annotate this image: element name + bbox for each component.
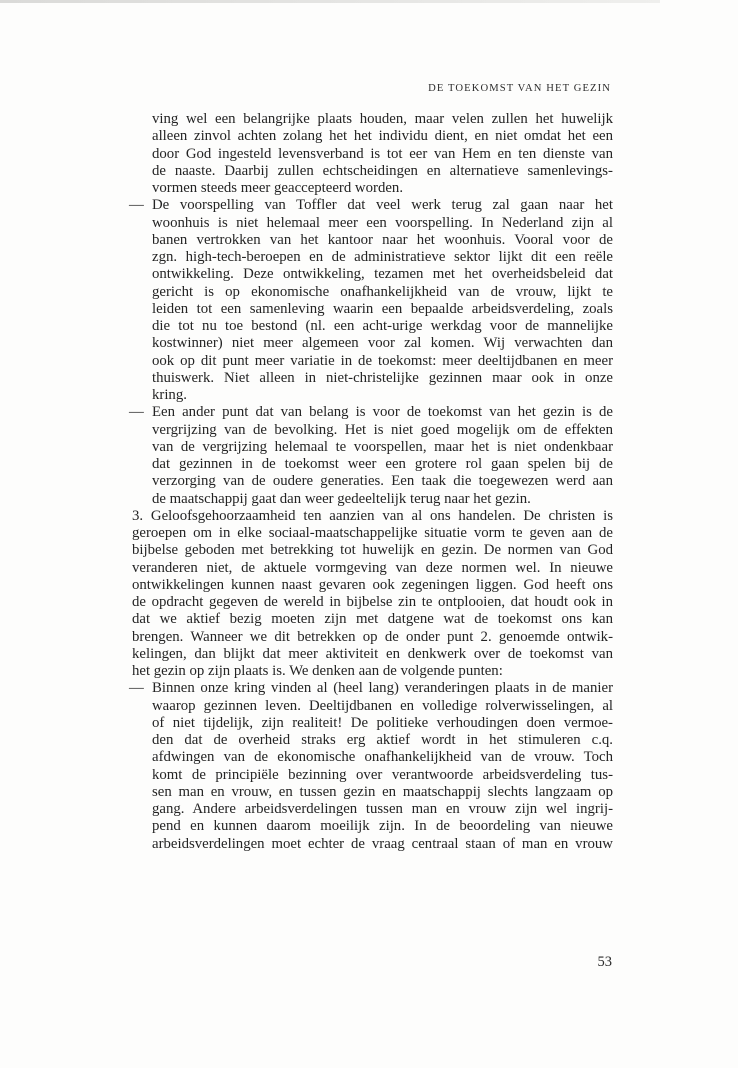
line-text: ontwikkelingen kunnen naast gevaren ook zegeningen liggen. God heeft ons	[132, 576, 613, 593]
text-line	[132, 836, 613, 853]
dash-bullet: —	[129, 680, 144, 697]
line-text: banen vertrokken van het kantoor naar het woonhuis. Vooral voor de	[152, 231, 613, 248]
line-text: arbeidsverdelingen moet echter de vraag centraal staan of man en vrouw	[152, 835, 613, 852]
line-text: geroepen om in elke sociaal-maatschappelijke situatie vorm te geven aan de	[132, 525, 613, 541]
line-text: ontwikkeling. Deze ontwikkeling, tezamen met het overheidsbeleid dat	[152, 266, 613, 283]
line-text: ving wel een belangrijke plaats houden, maar velen zullen het huwelijk	[152, 111, 613, 127]
text-line	[132, 387, 613, 404]
text-line	[132, 715, 613, 732]
text-line	[132, 111, 613, 128]
page-number: 53	[597, 954, 612, 970]
text-line	[132, 473, 613, 490]
line-text: gang. Andere arbeidsverdelingen tussen man en vrouw zijn wel ingrij-	[152, 801, 613, 817]
text-line	[132, 663, 613, 680]
line-text: die tot nu toe bestond (nl. een acht-urige werkdag voor de mannelijke	[152, 318, 613, 334]
list-item-line	[129, 680, 613, 697]
line-text: kring.	[152, 387, 187, 403]
list-item-line	[129, 404, 613, 421]
text-line	[132, 128, 613, 145]
line-text: verzorging van de oudere generaties. Een taak die toegewezen werd aan	[152, 473, 613, 490]
line-text: thuiswerk. Niet alleen in niet-christelijke gezinnen maar ook in onze	[152, 369, 613, 386]
text-line	[132, 456, 613, 473]
text-line	[132, 249, 613, 266]
line-text: waarop gezinnen leven. Deeltijdbanen en volledige rolverwisselingen, al	[152, 697, 613, 714]
text-line	[132, 611, 613, 628]
dash-bullet: —	[129, 197, 144, 214]
line-text: dat we aktief bezig moeten zijn met datgene wat de toekomst ons kan	[132, 611, 613, 628]
line-text: of niet tijdelijk, zijn realiteit! De politieke verhoudingen doen vermoe-	[152, 714, 613, 731]
text-line	[132, 439, 613, 456]
text-line	[132, 335, 613, 352]
text-line	[132, 318, 613, 335]
text-line	[132, 422, 613, 439]
line-text: sen man en vrouw, en tussen gezin en maatschappij slechts langzaam op	[152, 783, 613, 800]
running-head: DE TOEKOMST VAN HET GEZIN	[428, 83, 611, 94]
text-line	[132, 508, 613, 525]
text-line	[132, 491, 613, 508]
text-line	[132, 284, 613, 301]
line-text: 3. Geloofsgehoorzaamheid ten aanzien van al ons handelen. De christen is	[132, 507, 613, 524]
text-line	[132, 542, 613, 559]
text-line	[132, 698, 613, 715]
text-line	[132, 767, 613, 784]
text-line	[132, 180, 613, 197]
line-text: kostwinner) niet meer algemeen voor zal komen. Wij verwachten dan	[152, 335, 613, 352]
line-text: de maatschappij gaat dan weer gedeeltelijk terug naar het gezin.	[152, 490, 531, 507]
line-text: bijbelse geboden met betrekking tot huwelijk en gezin. De normen van God	[132, 542, 613, 559]
line-text: woonhuis is niet helemaal meer een voorspelling. In Nederland zijn al	[152, 214, 613, 231]
line-text: afdwingen van de ekonomische onafhankelijkheid van de vrouw. Toch	[152, 749, 613, 766]
text-line	[132, 301, 613, 318]
line-text: vergrijzing van de bevolking. Het is niet goed mogelijk om de effekten	[152, 421, 613, 438]
text-line	[132, 577, 613, 594]
line-text: leiden tot een samenleving waarin een bepaalde arbeidsverdeling, zoals	[152, 300, 613, 317]
text-line	[132, 594, 613, 611]
line-text: den dat de overheid straks erg aktief wordt in het stimuleren c.q.	[152, 732, 613, 748]
line-text: alleen zinvol achten zolang het het individu dient, en niet omdat het een	[152, 128, 613, 145]
body-text	[129, 111, 613, 853]
line-text: de opdracht gegeven de wereld in bijbelse zin te ontplooien, dat houdt ook in	[132, 594, 613, 610]
text-line	[132, 560, 613, 577]
text-line	[132, 784, 613, 801]
text-line	[132, 818, 613, 835]
line-text: kelingen, dan blijkt dat meer aktiviteit en denkwerk over de toekomst van	[132, 645, 613, 662]
line-text: veranderen niet, de aktuele vormgeving van deze normen wel. In nieuwe	[132, 559, 613, 576]
dash-bullet: —	[129, 404, 144, 421]
line-text: van de vergrijzing helemaal te voorspellen, maar het is niet ondenkbaar	[152, 438, 613, 455]
text-line	[132, 749, 613, 766]
text-line	[132, 370, 613, 387]
text-line	[132, 232, 613, 249]
line-text: Binnen onze kring vinden al (heel lang) veranderingen plaats in de manier	[152, 680, 613, 697]
text-line	[132, 353, 613, 370]
line-text: gericht is op ekonomische onafhankelijkheid van de vrouw, lijkt te	[152, 283, 613, 300]
line-text: ook op dit punt meer variatie in de toekomst: meer deeltijdbanen en meer	[152, 352, 613, 369]
line-text: de naaste. Daarbij zullen echtscheidingen en alternatieve samenlevings-	[152, 162, 613, 179]
line-text: Een ander punt dat van belang is voor de toekomst van het gezin is de	[152, 404, 613, 421]
line-text: De voorspelling van Toffler dat veel werk terug zal gaan naar het	[152, 197, 613, 214]
line-text: door God ingesteld levensverband is tot eer van Hem en ten dienste van	[152, 145, 613, 162]
text-line	[132, 215, 613, 232]
text-line	[132, 266, 613, 283]
text-line	[132, 629, 613, 646]
line-text: het gezin op zijn plaats is. We denken aan de volgende punten:	[132, 663, 503, 679]
text-line	[132, 732, 613, 749]
text-line	[132, 646, 613, 663]
line-text: brengen. Wanneer we dit betrekken op de onder punt 2. genoemde ontwik-	[132, 628, 613, 645]
text-line	[132, 801, 613, 818]
text-line	[132, 525, 613, 542]
line-text: zgn. high-tech-beroepen en de administratieve sektor lijkt dit een reële	[152, 249, 613, 265]
line-text: dat gezinnen in de toekomst weer een grotere rol gaan spelen bij de	[152, 456, 613, 472]
text-line	[132, 163, 613, 180]
list-item-line	[129, 197, 613, 214]
line-text: komt de principiële bezinning over verantwoorde arbeidsverdeling tus-	[152, 766, 613, 783]
page-top-edge	[0, 0, 660, 3]
text-line	[132, 146, 613, 163]
line-text: vormen steeds meer geaccepteerd worden.	[152, 180, 404, 196]
line-text: pend en kunnen daarom moeilijk zijn. In de beoordeling van nieuwe	[152, 818, 613, 835]
